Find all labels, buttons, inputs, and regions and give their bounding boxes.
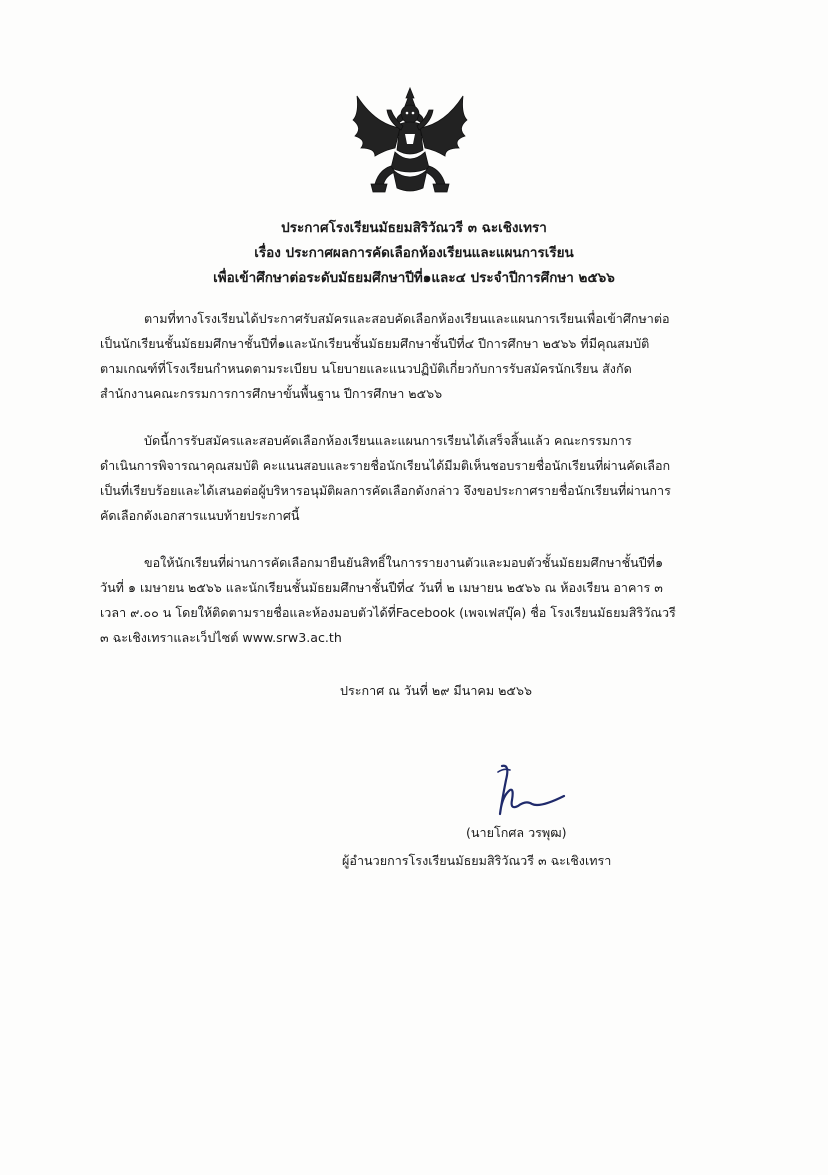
- announcement-subject: เรื่อง ประกาศผลการคัดเลือกห้องเรียนและแผนการเรียน: [254, 245, 574, 261]
- paragraph-3-line: เวลา ๙.๐๐ น โดยให้ติดตามรายชื่อและห้องมอบตัวได้ที่Facebook (เพจเฟสบุ๊ค) ชื่อ โรงเรียนมัธยมสิริวัณวรี: [100, 605, 676, 620]
- signatory-title: ผู้อำนวยการโรงเรียนมัธยมสิริวัณวรี ๓ ฉะเชิงเทรา: [342, 853, 612, 868]
- paragraph-2: [100, 428, 738, 528]
- garuda-emblem-icon: [345, 84, 475, 202]
- paragraph-1-line: สำนักงานคณะกรรมการการศึกษาขั้นพื้นฐาน ปีการศึกษา ๒๕๖๖: [100, 386, 443, 401]
- paragraph-2-line: เป็นที่เรียบร้อยและได้เสนอต่อผู้บริหารอนุมัติผลการคัดเลือกดังกล่าว จึงขอประกาศรายชื่อนักเรียนที่ผ่านการ: [100, 483, 671, 498]
- paragraph-2-line: บัดนี้การรับสมัครและสอบคัดเลือกห้องเรียนและแผนการเรียนได้เสร็จสิ้นแล้ว คณะกรรมการ: [144, 433, 632, 448]
- announcement-title: ประกาศโรงเรียนมัธยมสิริวัณวรี ๓ ฉะเชิงเทรา: [281, 220, 547, 236]
- announcement-date: ประกาศ ณ วันที่ ๒๙ มีนาคม ๒๕๖๖: [340, 683, 532, 698]
- paragraph-2-line: ดำเนินการพิจารณาคุณสมบัติ คะแนนสอบและรายชื่อนักเรียนได้มีมติเห็นชอบรายชื่อนักเรียนที่ผ่านคัดเลือก: [100, 458, 671, 473]
- paragraph-2-line: คัดเลือกดังเอกสารแนบท้ายประกาศนี้: [100, 508, 300, 523]
- paragraph-3-line: ขอให้นักเรียนที่ผ่านการคัดเลือกมายืนยันสิทธิ์ในการรายงานตัวและมอบตัวชั้นมัธยมศึกษาชั้นปีที่๑: [144, 555, 664, 570]
- handwritten-signature: [480, 760, 570, 822]
- paragraph-1: [100, 306, 738, 406]
- announcement-subtitle: เพื่อเข้าศึกษาต่อระดับมัธยมศึกษาปีที่๑และ๔ ประจำปีการศึกษา ๒๕๖๖: [213, 270, 615, 286]
- paragraph-3-line: วันที่ ๑ เมษายน ๒๕๖๖ และนักเรียนชั้นมัธยมศึกษาชั้นปีที่๔ วันที่ ๒ เมษายน ๒๕๖๖ ณ ห้องเรียน อาคาร ๓: [100, 580, 663, 595]
- paragraph-1-line: ตามเกณฑ์ที่โรงเรียนกำหนดตามระเบียบ นโยบายและแนวปฏิบัติเกี่ยวกับการรับสมัครนักเรียน สังกัด: [100, 361, 632, 376]
- signatory-name: (นายโกศล วรพุฒ): [466, 825, 567, 840]
- paragraph-1-line: เป็นนักเรียนชั้นมัธยมศึกษาชั้นปีที่๑และนักเรียนชั้นมัธยมศึกษาชั้นปีที่๔ ปีการศึกษา ๒๕๖๖ ที่มีคุณสมบัติ: [100, 336, 650, 351]
- paragraph-3-line: ๓ ฉะเชิงเทราและเว็ปไซต์ www.srw3.ac.th: [100, 630, 342, 645]
- paragraph-1-line: ตามที่ทางโรงเรียนได้ประกาศรับสมัครและสอบคัดเลือกห้องเรียนและแผนการเรียนเพื่อเข้าศึกษาต่อ: [144, 311, 670, 326]
- paragraph-3: [100, 550, 738, 650]
